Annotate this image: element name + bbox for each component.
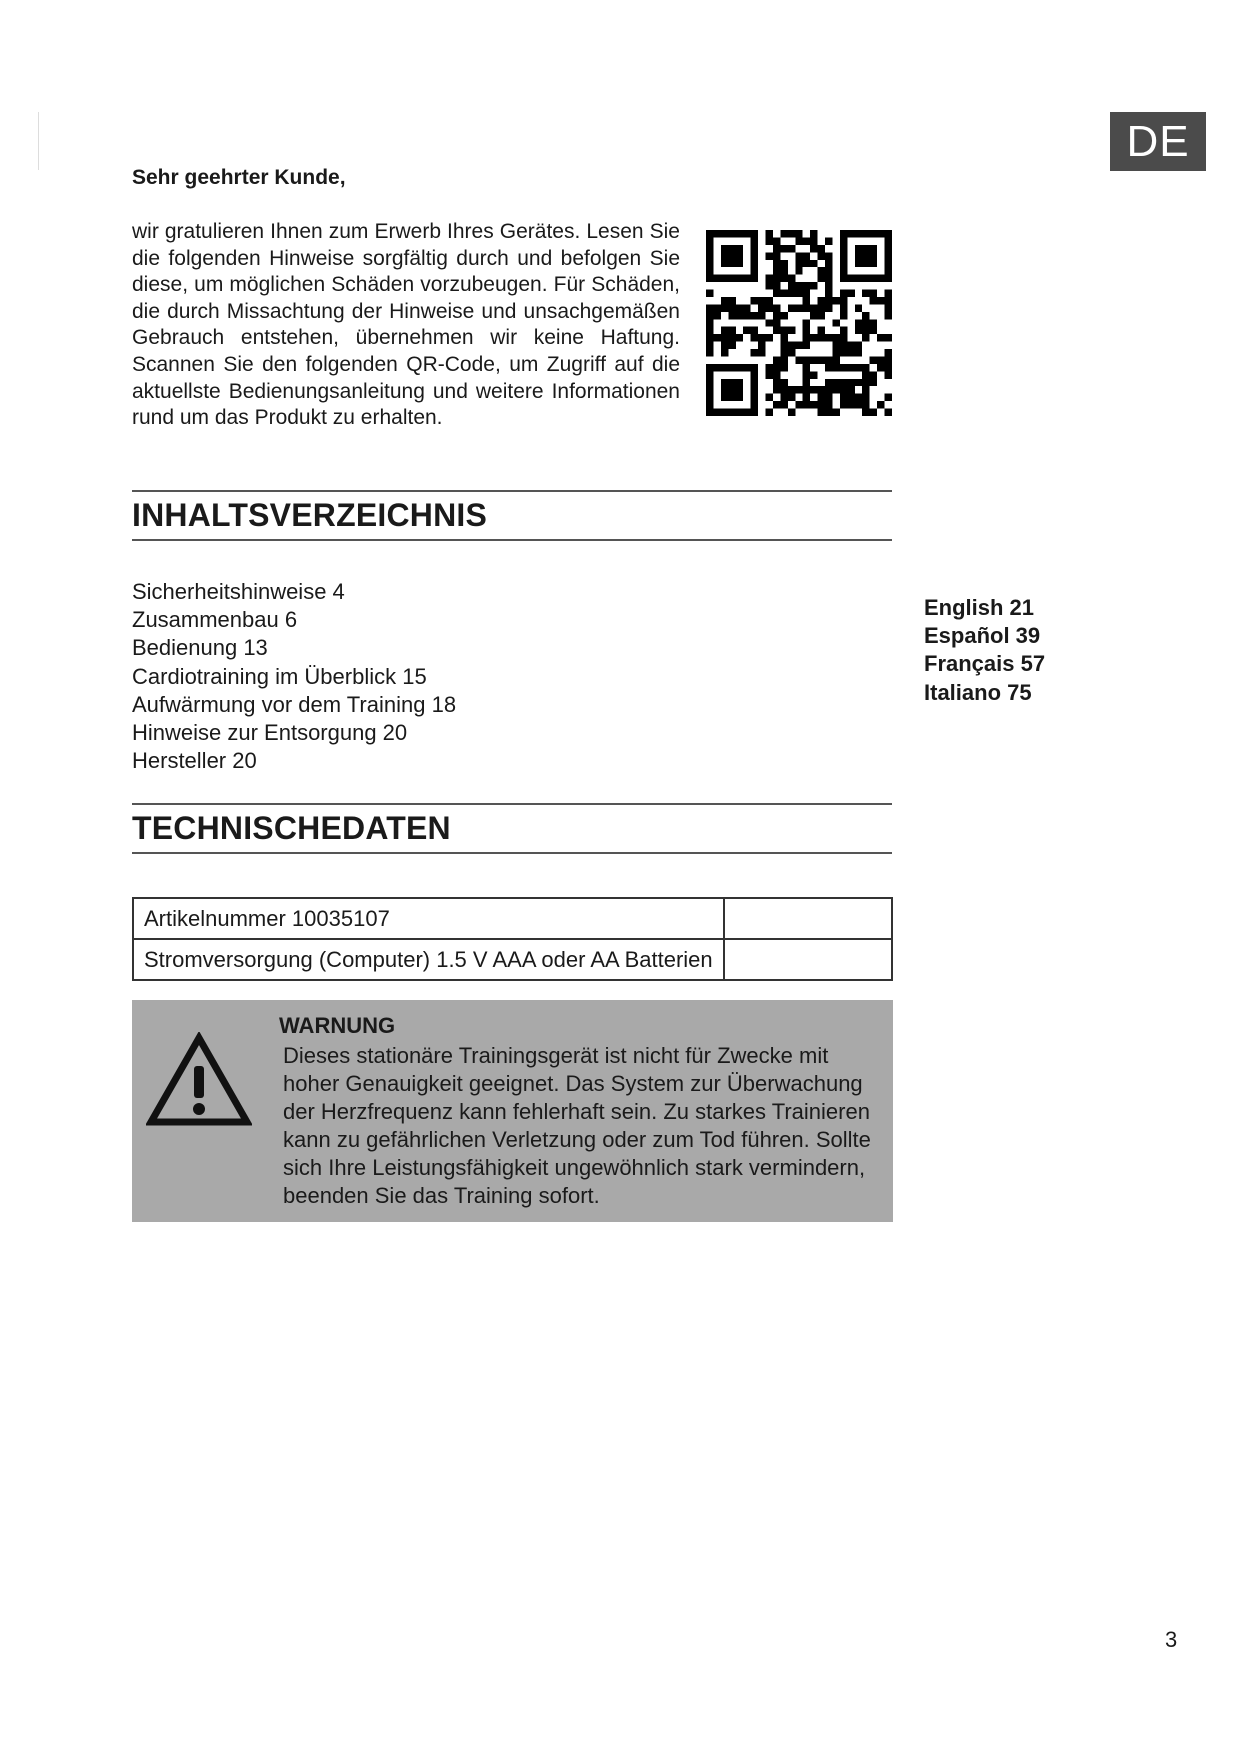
warning-box (132, 1000, 893, 1222)
table-cell (724, 898, 892, 939)
toc-list (132, 578, 456, 775)
warning-triangle-icon (146, 1032, 252, 1128)
table-cell: Stromversorgung (Computer) 1.5 V AAA oder AA Batterien (133, 939, 724, 980)
toc-rule-top (132, 490, 892, 492)
specs-rule-bottom (132, 852, 892, 854)
language-item[interactable]: Español 39 (924, 623, 1041, 649)
language-item[interactable]: English 21 (924, 595, 1035, 620)
toc-item[interactable]: Aufwärmung vor dem Training 18 (132, 691, 457, 717)
toc-title: INHALTSVERZEICHNIS (132, 497, 488, 533)
warning-text: Dieses stationäre Trainingsgerät ist nicht für Zwecke mit hoher Genauigkeit geeignet. Das System zur Überwachung der Herzfrequenz kann fehlerhaft sein. Zu starkes Trainieren kann zu gefährlichen Verletzung oder zum Tod führen. Sollte sich Ihre Leistungsfähigkeit ungewöhnlich stark vermindern, beenden Sie das Training sofort. (283, 1043, 871, 1208)
table-cell (724, 939, 892, 980)
intro-paragraph: wir gratulieren Ihnen zum Erwerb Ihres Gerätes. Lesen Sie die folgenden Hinweise sorgfältig durch und befolgen Sie diese, um möglichen Schäden vorzubeugen. Für Schäden, die durch Missachtung der Hinweise und unsachgemäßen Gebrauch entstehen, übernehmen wir keine Haftung. Scannen Sie den folgenden QR-Code, um Zugriff auf die aktuellste Bedienungsanleitung und weitere Informationen rund um das Produkt zu erhalten. (132, 220, 680, 430)
table-row (133, 898, 892, 939)
specs-rule-top (132, 803, 892, 805)
toc-item[interactable]: Bedienung 13 (132, 635, 268, 661)
toc-item[interactable]: Zusammenbau 6 (132, 607, 298, 633)
language-item[interactable]: Italiano 75 (924, 679, 1032, 705)
greeting: Sehr geehrter Kunde, (132, 166, 346, 189)
table-cell: Artikelnummer 10035107 (133, 898, 724, 939)
warning-title: WARNUNG (279, 1013, 396, 1038)
toc-item[interactable]: Sicherheitshinweise 4 (132, 579, 345, 604)
toc-rule-bottom (132, 539, 892, 541)
margin-mark (38, 112, 39, 170)
language-item[interactable]: Français 57 (924, 651, 1046, 677)
toc-item[interactable]: Cardiotraining im Überblick 15 (132, 663, 427, 689)
language-list (924, 594, 1045, 707)
specs-table (132, 897, 893, 981)
table-row (133, 939, 892, 980)
language-badge: DE (1110, 112, 1206, 171)
page-number: 3 (1165, 1627, 1178, 1652)
toc-item[interactable]: Hersteller 20 (132, 748, 257, 774)
specs-title: TECHNISCHEDATEN (132, 810, 451, 846)
qr-code-icon[interactable] (706, 230, 892, 416)
toc-item[interactable]: Hinweise zur Entsorgung 20 (132, 720, 408, 746)
